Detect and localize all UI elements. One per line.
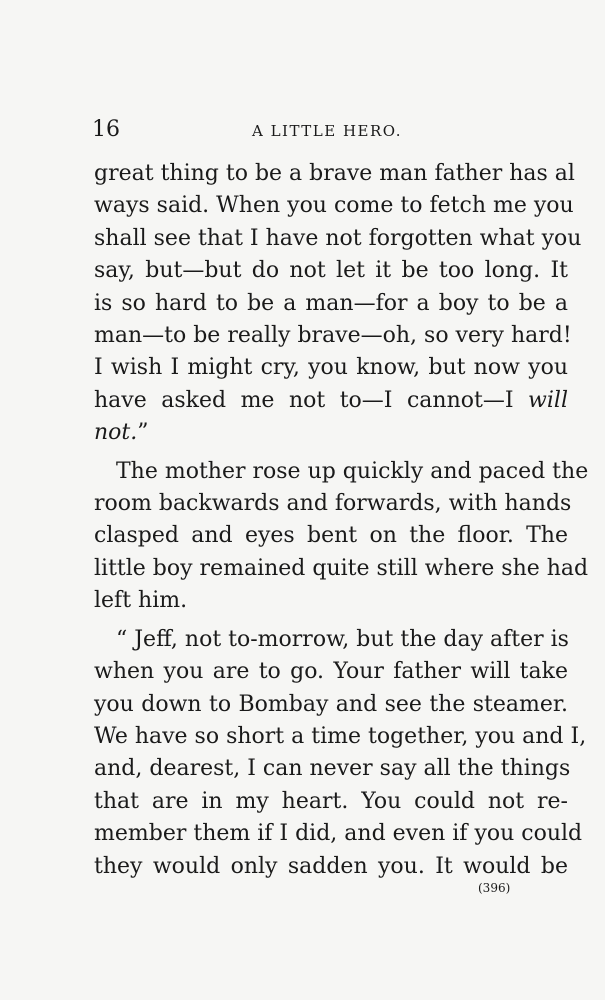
text-line: clasped and eyes bent on the floor. The <box>94 523 568 549</box>
text-line <box>94 417 568 449</box>
text-line: and, dearest, I can never say all the things <box>94 756 571 782</box>
text-line: great thing to be a brave man father has al <box>94 161 575 186</box>
text-line: they would only sadden you. It would be <box>94 853 568 879</box>
page-number: 16 <box>92 117 120 142</box>
body-text <box>94 158 589 883</box>
text-line: when you are to go. Your father will take <box>94 659 568 685</box>
italic-text: not. <box>94 420 138 446</box>
page-header <box>92 116 570 144</box>
text-line: The mother rose up quickly and paced the <box>116 458 589 484</box>
paragraph-1 <box>94 158 582 450</box>
text-line: say, but—but do not let it be too long. It <box>94 258 568 284</box>
paragraph-2 <box>94 456 589 618</box>
text-segment: have asked me not to—I cannot—I <box>94 387 529 413</box>
text-line: is so hard to be a man—for a boy to be a <box>94 290 568 316</box>
text-segment: ” <box>137 420 149 446</box>
text-line: you down to Bombay and see the steamer. <box>94 691 568 717</box>
text-line: member them if I did, and even if you could <box>94 821 583 847</box>
text-line: ways said. When you come to fetch me you <box>94 193 574 219</box>
text-line: We have so short a time together, you and I, <box>94 723 587 749</box>
text-line: shall see that I have not forgotten what you <box>94 225 582 251</box>
signature-mark: (396) <box>478 881 511 895</box>
text-line: room backwards and forwards, with hands <box>94 491 572 517</box>
italic-text: will <box>528 387 568 413</box>
running-title: A LITTLE HERO. <box>252 122 402 140</box>
text-line <box>94 385 568 417</box>
text-line: little boy remained quite still where she had <box>94 555 589 581</box>
text-line: “ Jeff, not to-morrow, but the day after is <box>116 626 569 652</box>
text-line: left him. <box>94 588 188 614</box>
text-line: man—to be really brave—oh, so very hard! <box>94 323 572 349</box>
text-line: I wish I might cry, you know, but now you <box>94 355 568 381</box>
text-line: that are in my heart. You could not re- <box>94 788 568 814</box>
paragraph-3 <box>94 624 587 883</box>
